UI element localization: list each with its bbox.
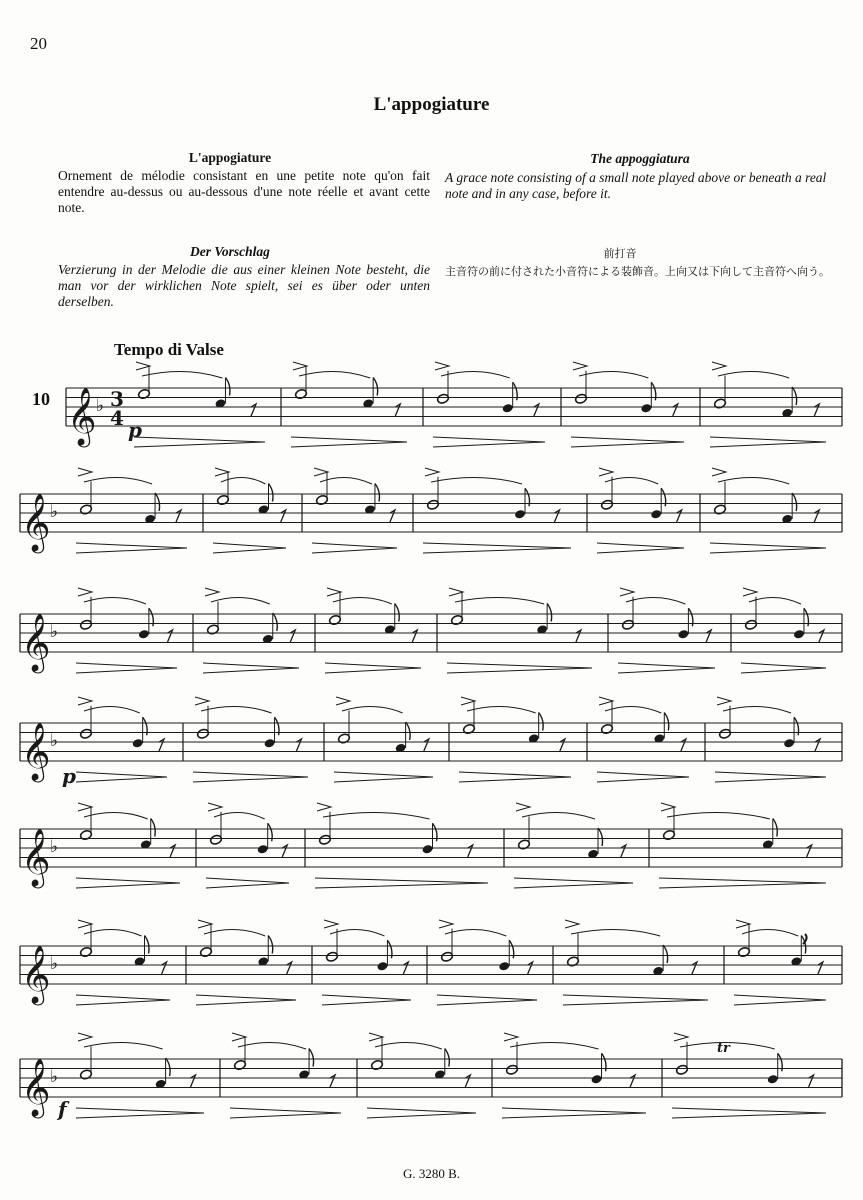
slur — [375, 1042, 442, 1049]
slur — [84, 812, 148, 819]
decrescendo-hairpin — [203, 663, 299, 673]
note-flag — [273, 613, 278, 631]
decrescendo-hairpin — [76, 772, 167, 782]
page-number: 20 — [30, 34, 47, 53]
eighth-rest — [191, 1075, 196, 1087]
decrescendo-hairpin — [76, 878, 180, 888]
slur — [626, 597, 685, 604]
accent-mark — [205, 588, 219, 596]
note-flag — [773, 819, 778, 837]
slur — [323, 812, 430, 819]
accent-mark — [565, 920, 579, 928]
treble-clef: 𝄞 — [21, 613, 51, 671]
accent-mark — [661, 803, 675, 811]
decrescendo-hairpin — [571, 437, 684, 447]
eighth-rest — [290, 630, 295, 642]
accent-mark — [504, 1033, 518, 1041]
decrescendo-hairpin — [502, 1108, 646, 1118]
slur — [749, 597, 801, 604]
decrescendo-hairpin — [672, 1108, 826, 1118]
decrescendo-hairpin — [76, 663, 177, 673]
treble-clef: 𝄞 — [21, 493, 51, 551]
eighth-rest — [162, 962, 167, 974]
accent-mark — [712, 468, 726, 476]
eighth-rest — [621, 845, 626, 857]
slur — [579, 371, 648, 378]
treble-clef: 𝄞 — [21, 945, 51, 1003]
decrescendo-hairpin — [312, 543, 397, 553]
slur — [431, 477, 522, 484]
decrescendo-hairpin — [741, 663, 826, 673]
page-title: L'appogiature — [373, 94, 490, 115]
note-flag — [792, 387, 797, 405]
note-flag — [375, 484, 380, 502]
decrescendo-hairpin — [193, 772, 308, 782]
decrescendo-hairpin — [206, 878, 289, 888]
eighth-rest — [424, 739, 429, 751]
accent-mark — [293, 362, 307, 370]
slur — [333, 597, 392, 604]
eighth-rest — [395, 404, 400, 416]
footer-catalog-number: G. 3280 B. — [402, 1166, 461, 1181]
accent-mark — [198, 920, 212, 928]
note-flag — [309, 1049, 314, 1067]
dynamic-marking: p — [62, 764, 76, 788]
trill-marking: tr — [717, 1041, 730, 1056]
decrescendo-hairpin — [291, 437, 407, 447]
time-signature-bottom: 4 — [110, 406, 124, 430]
slur — [605, 477, 658, 484]
decrescendo-hairpin — [134, 437, 265, 447]
treble-clef: 𝄞 — [21, 828, 51, 886]
decrescendo-hairpin — [367, 1108, 476, 1118]
staff-system — [20, 920, 842, 1006]
eighth-rest — [818, 962, 823, 974]
decrescendo-hairpin — [659, 878, 826, 888]
slur — [605, 706, 661, 713]
eighth-rest — [282, 845, 287, 857]
staff-system — [20, 697, 842, 783]
decrescendo-hairpin — [563, 995, 708, 1005]
slur — [204, 929, 265, 936]
decrescendo-hairpin — [334, 772, 433, 782]
exercise-number: 10 — [32, 389, 50, 409]
decrescendo-hairpin — [325, 663, 421, 673]
accent-mark — [369, 1033, 383, 1041]
eighth-rest — [287, 962, 292, 974]
eighth-rest — [251, 404, 256, 416]
note-flag — [598, 828, 603, 846]
eighth-rest — [673, 404, 678, 416]
eighth-rest — [560, 739, 565, 751]
accent-mark — [208, 803, 222, 811]
slur — [201, 706, 272, 713]
eighth-rest — [809, 1075, 814, 1087]
note-flag — [539, 713, 544, 731]
eighth-rest — [296, 739, 301, 751]
note-flag — [145, 936, 150, 954]
eighth-note — [640, 403, 652, 414]
eighth-rest — [465, 1075, 470, 1087]
slur — [571, 929, 660, 936]
eighth-rest — [706, 630, 711, 642]
treble-clef: 𝄞 — [67, 387, 97, 445]
note-flag — [395, 604, 400, 622]
eighth-rest — [815, 739, 820, 751]
staff-system — [66, 362, 842, 448]
accent-mark — [324, 920, 338, 928]
decrescendo-hairpin — [715, 772, 826, 782]
slur — [718, 477, 789, 484]
eighth-rest — [819, 630, 824, 642]
eighth-note — [793, 629, 805, 640]
eighth-note — [502, 403, 514, 414]
treble-clef: 𝄞 — [21, 722, 51, 780]
german-heading: Der Vorschlag — [190, 244, 270, 259]
slur — [510, 1042, 599, 1049]
accent-mark — [136, 362, 150, 370]
eighth-rest — [159, 739, 164, 751]
accent-mark — [314, 468, 328, 476]
treble-clef: 𝄞 — [21, 1058, 51, 1116]
staff-system — [20, 588, 842, 674]
slur — [723, 706, 791, 713]
note-flag — [269, 484, 274, 502]
slur — [330, 929, 384, 936]
japanese-text: 主音符の前に付された小音符による装飾音。上向又は下向して主音符へ向う。 — [445, 265, 830, 278]
slur — [211, 597, 270, 604]
slur — [299, 371, 370, 378]
eighth-rest — [281, 510, 286, 522]
decrescendo-hairpin — [447, 663, 592, 673]
slur — [522, 812, 595, 819]
eighth-rest — [412, 630, 417, 642]
note-flag — [225, 378, 230, 396]
slur — [84, 706, 140, 713]
note-flag — [373, 378, 378, 396]
eighth-note — [591, 1074, 603, 1085]
decrescendo-hairpin — [514, 878, 633, 888]
eighth-note — [422, 844, 434, 855]
decrescendo-hairpin — [213, 543, 286, 553]
decrescendo-hairpin — [423, 543, 571, 553]
eighth-rest — [677, 510, 682, 522]
staff-system — [20, 468, 842, 554]
decrescendo-hairpin — [437, 995, 537, 1005]
slur — [445, 929, 506, 936]
accent-mark — [743, 588, 757, 596]
time-signature-top: 3 — [110, 387, 124, 411]
note-flag — [445, 1049, 450, 1067]
decrescendo-hairpin — [76, 543, 187, 553]
accent-mark — [215, 468, 229, 476]
eighth-rest — [403, 962, 408, 974]
accent-mark — [78, 588, 92, 596]
english-heading: The appoggiatura — [590, 151, 690, 166]
french-text: Ornement de mélodie consistant en une petite note qu'on fait entendre au-dessus ou au-dessous d'une note réelle et avant cette note. — [58, 168, 430, 215]
decrescendo-hairpin — [76, 995, 170, 1005]
slur — [320, 477, 372, 484]
key-signature-flat: ♭ — [50, 731, 59, 751]
eighth-note — [257, 844, 269, 855]
french-heading: L'appogiature — [188, 150, 272, 165]
decrescendo-hairpin — [459, 772, 571, 782]
slur — [214, 812, 265, 819]
note-flag — [406, 722, 411, 740]
slur — [455, 597, 544, 604]
slur — [84, 477, 152, 484]
dynamic-marking: p — [128, 418, 142, 442]
slur — [142, 371, 222, 378]
note-flag — [664, 713, 669, 731]
decrescendo-hairpin — [196, 995, 296, 1005]
slur — [342, 706, 403, 713]
eighth-rest — [330, 1075, 335, 1087]
key-signature-flat: ♭ — [50, 502, 59, 522]
german-text: Verzierung in der Melodie die aus einer kleinen Note besteht, die man vor der wirklichen Note spielt, sei es über oder unten derselben. — [58, 262, 430, 309]
eighth-rest — [692, 962, 697, 974]
eighth-note — [514, 509, 526, 520]
eighth-note — [498, 961, 510, 972]
accent-mark — [317, 803, 331, 811]
decrescendo-hairpin — [618, 663, 715, 673]
eighth-rest — [814, 510, 819, 522]
decrescendo-hairpin — [433, 437, 545, 447]
slur — [238, 1042, 306, 1049]
accent-mark — [336, 697, 350, 705]
accent-mark — [449, 588, 463, 596]
accent-mark — [327, 588, 341, 596]
accent-mark — [78, 468, 92, 476]
eighth-note — [138, 629, 150, 640]
accent-mark — [717, 697, 731, 705]
eighth-rest — [168, 630, 173, 642]
accent-mark — [435, 362, 449, 370]
slur — [84, 1042, 163, 1049]
eighth-rest — [630, 1075, 635, 1087]
slur — [467, 706, 536, 713]
decrescendo-hairpin — [710, 543, 826, 553]
note-flag — [268, 936, 273, 954]
decrescendo-hairpin — [597, 772, 689, 782]
key-signature-flat: ♭ — [96, 396, 105, 416]
eighth-note — [783, 738, 795, 749]
dynamic-marking: f — [58, 1097, 67, 1121]
accent-mark — [736, 920, 750, 928]
accent-mark — [439, 920, 453, 928]
eighth-rest — [528, 962, 533, 974]
accent-mark — [573, 362, 587, 370]
tempo-marking: Tempo di Valse — [114, 340, 224, 359]
decrescendo-hairpin — [710, 437, 826, 447]
slur — [718, 371, 789, 378]
accent-mark — [232, 1033, 246, 1041]
decrescendo-hairpin — [230, 1108, 341, 1118]
accent-mark — [712, 362, 726, 370]
eighth-rest — [576, 630, 581, 642]
accent-mark — [195, 697, 209, 705]
eighth-rest — [534, 404, 539, 416]
staff-system — [20, 803, 842, 889]
accent-mark — [78, 697, 92, 705]
decrescendo-hairpin — [315, 878, 488, 888]
slur — [84, 929, 142, 936]
eighth-note — [132, 738, 144, 749]
key-signature-flat: ♭ — [50, 1067, 59, 1087]
slur — [84, 597, 146, 604]
key-signature-flat: ♭ — [50, 837, 59, 857]
note-flag — [151, 819, 156, 837]
eighth-rest — [170, 845, 175, 857]
japanese-heading: 前打音 — [603, 247, 637, 260]
note-flag — [792, 493, 797, 511]
eighth-rest — [468, 845, 473, 857]
eighth-note — [767, 1074, 779, 1085]
accent-mark — [516, 803, 530, 811]
accent-mark — [674, 1033, 688, 1041]
eighth-rest — [390, 510, 395, 522]
decrescendo-hairpin — [734, 995, 826, 1005]
eighth-note — [650, 509, 662, 520]
note-flag — [663, 945, 668, 963]
note-flag — [155, 493, 160, 511]
key-signature-flat: ♭ — [50, 954, 59, 974]
eighth-note — [264, 738, 276, 749]
accent-mark — [620, 588, 634, 596]
key-signature-flat: ♭ — [50, 622, 59, 642]
eighth-note — [376, 961, 388, 972]
decrescendo-hairpin — [322, 995, 411, 1005]
accent-mark — [599, 468, 613, 476]
slur — [667, 812, 770, 819]
eighth-rest — [814, 404, 819, 416]
slur — [742, 929, 798, 936]
eighth-rest — [807, 845, 812, 857]
accent-mark — [78, 920, 92, 928]
eighth-note — [677, 629, 689, 640]
accent-mark — [425, 468, 439, 476]
slur — [441, 371, 510, 378]
accent-mark — [599, 697, 613, 705]
note-flag — [166, 1058, 171, 1076]
decrescendo-hairpin — [76, 1108, 204, 1118]
eighth-rest — [681, 739, 686, 751]
english-text: A grace note consisting of a small note played above or beneath a real note and in any case, before it. — [445, 170, 827, 201]
accent-mark — [78, 803, 92, 811]
accent-mark — [461, 697, 475, 705]
accent-mark — [78, 1033, 92, 1041]
note-flag — [547, 604, 552, 622]
eighth-rest — [176, 510, 181, 522]
decrescendo-hairpin — [597, 543, 684, 553]
eighth-rest — [555, 510, 560, 522]
